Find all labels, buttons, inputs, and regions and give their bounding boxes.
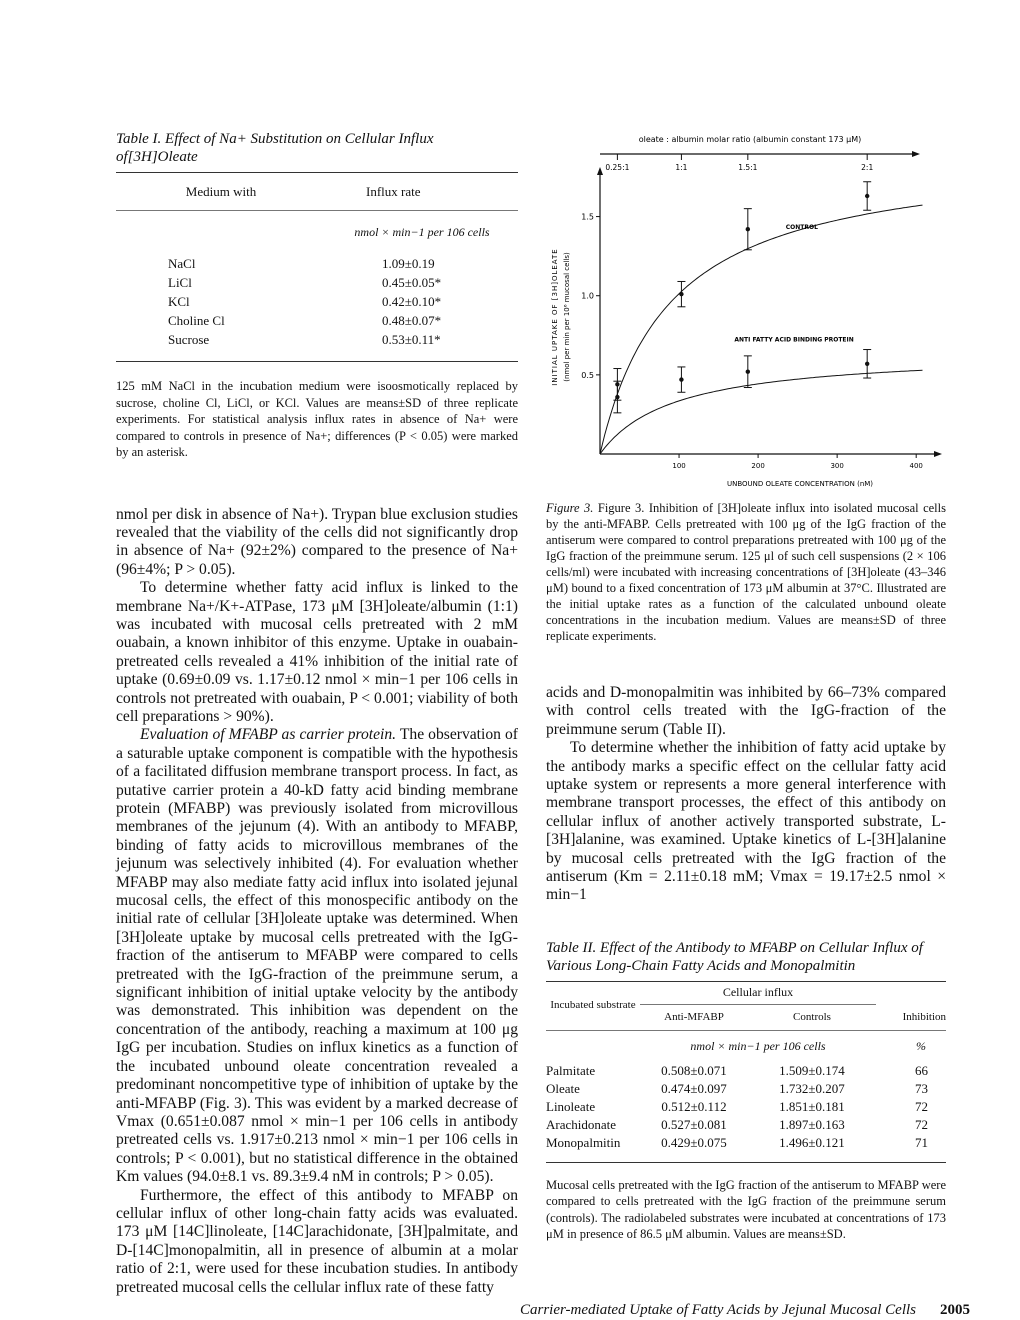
paragraph: To determine whether fatty acid influx is linked to the membrane Na+/K+-ATPase, 173 μM [3H]oleate/albumin (1:1) was incubated with mucosal cells pretreated with 2 mM ouabain, a known inhibitor of this enzyme. Uptake in ouabain-pretreated cells revealed a 41% inhibition of the initial rate of uptake (0.69±0.09 vs. 1.17±0.12 nmol × min−1 per 106 cells in controls not pretreated with ouabain, P < 0.001; viability of both cell preparations > 90%). — [116, 579, 518, 725]
anti-mfabp-data-point — [615, 395, 619, 399]
table1-row — [116, 274, 518, 293]
table1-col-influx: Influx rate — [366, 183, 421, 199]
table2-note: Mucosal cells pretreated with the IgG fraction of the antiserum to MFABP were compared to cells pretreated with the IgG fraction of the preimmune serum (controls). The radiolabeled substrates were incubated at concentrations of 173 μM in presence of 86.5 μM albumin. Values are means±SD. — [546, 1177, 946, 1242]
figure-3-chart — [540, 132, 950, 492]
table1-rate: 0.48±0.07* — [382, 313, 442, 328]
right-body-text — [546, 684, 946, 905]
table2-inhibition: 72 — [915, 1099, 928, 1115]
control-data-point — [865, 194, 869, 198]
running-title: Carrier-mediated Uptake of Fatty Acids by Jejunal Mucosal Cells — [520, 1302, 917, 1318]
table1-row — [116, 293, 518, 312]
x-tick-label: 300 — [830, 462, 844, 470]
table1-medium: NaCl — [168, 256, 196, 271]
table1-rate: 0.53±0.11* — [382, 332, 441, 347]
table1-row — [116, 312, 518, 331]
table1-medium: Choline Cl — [168, 313, 225, 328]
table1-medium: LiCl — [168, 275, 192, 290]
y-axis-arrow — [597, 167, 603, 175]
page-number: 2005 — [940, 1302, 971, 1318]
table2-substrate: Monopalmitin — [546, 1135, 621, 1151]
fig-top-label: oleate : albumin molar ratio (albumin constant 173 μM) — [638, 135, 862, 144]
table2-inhibition: 72 — [915, 1117, 928, 1133]
figure-3-caption: Figure 3. Figure 3. Inhibition of [3H]oleate influx into isolated mucosal cells by the anti-MFABP. Cells pretreated with 100 μg of the IgG fraction of the antiserum were compared to control preparations pretreated with 100 μg of the IgG fraction of the preimmune serum. 125 μl of such cell suspensions (2 × 106 cells/ml) were incubated with increasing concentrations of [3H]oleate (43–346 μM) bound to a fixed concentration of 173 μM albumin at 37°C. Illustrated are the initial uptake rates as a function of the calculated unbound oleate concentrations in the incubation medium. Values are means±SD of three replicate experiments. — [546, 501, 946, 643]
top-tick-label: 1.5:1 — [738, 163, 758, 172]
paragraph: acids and D-monopalmitin was inhibited by 66–73% compared with control cells treated with the IgG-fraction of the preimmune serum (Table II). — [546, 684, 946, 738]
table2-anti: 0.429±0.075 — [661, 1135, 727, 1151]
table2-col-controls: Controls — [793, 1011, 831, 1024]
table2 — [546, 981, 946, 1163]
table2-anti: 0.474±0.097 — [661, 1081, 727, 1097]
table1 — [116, 172, 518, 362]
table2-caption: Table II. Effect of the Antibody to MFABP on Cellular Influx of Various Long-Chain Fatty Acids and Monopalmitin — [546, 939, 923, 974]
table1-row — [116, 255, 518, 274]
x-axis-arrow — [934, 451, 942, 457]
table1-medium: KCl — [168, 294, 190, 309]
control-data-point — [679, 292, 683, 296]
control-series-label: CONTROL — [785, 224, 818, 232]
table2-row — [546, 1098, 946, 1116]
table2-inhibition: 71 — [915, 1135, 928, 1151]
y-tick-label: 1.0 — [581, 291, 594, 301]
table1-col-medium: Medium with — [185, 183, 257, 199]
table2-ctrl: 1.509±0.174 — [779, 1063, 845, 1079]
table2-col-inhibition: Inhibition — [902, 1011, 946, 1024]
table1-caption: Table I. Effect of Na+ Substitution on Cellular Influx of[3H]Oleate — [116, 131, 434, 165]
table1-note: 125 mM NaCl in the incubation medium were isoosmotically replaced by sucrose, choline Cl, LiCl, or KCl. Values are means±SD of three replicate experiments. For statistical analysis influx rates in absence of Na+ were compared to controls in presence of Na+; differences (P < 0.05) were marked by an asterisk. — [116, 379, 518, 459]
x-axis-label: UNBOUND OLEATE CONCENTRATION (nM) — [726, 480, 874, 488]
running-footer — [520, 1302, 971, 1319]
table1-rate: 0.45±0.05* — [382, 275, 442, 290]
section-heading: Evaluation of MFABP as carrier protein. — [140, 726, 397, 744]
top-tick-label: 0.25:1 — [605, 163, 630, 172]
data-layer — [600, 182, 923, 454]
table1-rate: 1.09±0.19 — [382, 256, 435, 271]
table2-row — [546, 1116, 946, 1134]
table2-anti: 0.508±0.071 — [661, 1063, 727, 1079]
table2-substrate: Palmitate — [546, 1063, 596, 1079]
table2-row — [546, 1080, 946, 1098]
top-axis-arrow — [912, 151, 920, 157]
right-column — [546, 500, 946, 1243]
anti-mfabp-series-label: ANTI FATTY ACID BINDING PROTEIN — [734, 336, 854, 344]
table2-ctrl: 1.496±0.121 — [779, 1135, 845, 1151]
anti-mfabp-fit-curve — [600, 370, 923, 454]
table2-row — [546, 1062, 946, 1080]
figure-label: Figure 3. — [546, 501, 594, 515]
y-tick-label: 1.5 — [581, 212, 594, 222]
top-axis — [600, 151, 920, 172]
table2-inhibition: 66 — [915, 1063, 928, 1079]
paragraph: nmol per disk in absence of Na+). Trypan blue exclusion studies revealed that the viability of the cells did not significantly drop in absence of Na+ (92±2%) compared to the presence of Na+ (96±4%; P > 0.05). — [116, 505, 518, 578]
table2-row — [546, 1134, 946, 1152]
table2-substrate: Oleate — [546, 1081, 580, 1097]
top-tick-label: 1:1 — [675, 163, 688, 172]
table2-anti: 0.527±0.081 — [661, 1117, 727, 1133]
axes — [581, 167, 942, 470]
y-axis-label-2: (nmol per min per 10⁶ mucosal cells) — [563, 252, 571, 382]
x-tick-label: 200 — [751, 462, 765, 470]
control-fit-curve — [600, 205, 923, 454]
table2-header-group: Cellular influx — [640, 981, 876, 1004]
x-tick-label: 100 — [672, 462, 686, 470]
table2-inhibition: 73 — [915, 1081, 928, 1097]
table1-row — [116, 331, 518, 350]
y-tick-label: 0.5 — [581, 370, 594, 380]
table2-unit-pct: % — [916, 1039, 926, 1054]
anti-mfabp-data-point — [865, 362, 869, 366]
table2-anti: 0.512±0.112 — [661, 1099, 727, 1115]
table2-unit: nmol × min−1 per 106 cells — [690, 1039, 826, 1054]
paragraph: To determine whether the inhibition of fatty acid uptake by the antibody marks a specific effect on the cellular fatty acid uptake system or represents a more general interference with membrane transport processes, the effect of this antibody on cellular influx of another actively transported substrate, L-[3H]alanine, was examined. Uptake kinetics of L-[3H]alanine by mucosal cells pretreated with the IgG fraction of the antiserum (Km = 2.11±0.18 mM; Vmax = 19.17±2.5 nmol × min−1 — [546, 739, 946, 904]
table2-ctrl: 1.897±0.163 — [779, 1117, 845, 1133]
anti-mfabp-data-point — [679, 377, 683, 381]
table2-col-anti: Anti-MFABP — [664, 1011, 724, 1024]
left-body-text — [116, 506, 518, 1297]
table1-unit: nmol × min−1 per 106 cells — [354, 225, 490, 240]
control-data-point — [746, 227, 750, 231]
table2-substrate: Arachidonate — [546, 1117, 617, 1133]
table1-rate: 0.42±0.10* — [382, 294, 442, 309]
paragraph: Furthermore, the effect of this antibody to MFABP on cellular influx of other long-chain fatty acids was evaluated. 173 μM [14C]linoleate, [14C]arachidonate, [3H]palmitate, and D-[14C]monopalmitin, all in presence of albumin at a molar ratio of 2:1, were used for these incubation studies. In antibody pretreated mucosal cells the cellular influx rate of these fatty — [116, 1186, 518, 1296]
table2-col-substrate: Incubated substrate — [550, 999, 636, 1012]
left-column — [116, 130, 518, 1297]
x-tick-label: 400 — [909, 462, 923, 470]
anti-mfabp-data-point — [746, 369, 750, 373]
table2-ctrl: 1.851±0.181 — [779, 1099, 845, 1115]
y-axis-label-1: INITIAL UPTAKE OF [3H]OLEATE — [551, 248, 559, 386]
table1-medium: Sucrose — [168, 332, 210, 347]
top-tick-label: 2:1 — [861, 163, 874, 172]
table2-ctrl: 1.732±0.207 — [779, 1081, 845, 1097]
table2-substrate: Linoleate — [546, 1099, 596, 1115]
paragraph: Evaluation of MFABP as carrier protein. The observation of a saturable uptake component is compatible with the hypothesis of a facilitated diffusion membrane transport process. In fact, as putative carrier protein a 40-kD fatty acid binding membrane protein (MFABP) was previously isolated from microvillous membranes of the jejunum (4). With an antibody to MFABP, binding of fatty acids to microvillous membranes of the jejunum was selectively inhibited (4). For evaluation whether MFABP may also mediate fatty acid influx into isolated jejunal mucosal cells, the effect of this monospecific antibody on the initial rate of cellular [3H]oleate uptake was determined. When [3H]oleate uptake by mucosal cells pretreated with the IgG-fraction of the antiserum to MFABP were compared to cells pretreated with the IgG-fraction of the preimmune serum, a significant inhibition of initial uptake velocity by the antibody was demonstrated. This inhibition was dependent on the concentration of the antibody, reaching a maximum at 100 μg IgG per incubation. Studies on influx kinetics as a function of the incubated unbound oleate concentration revealed a predominant noncompetitive type of inhibition of uptake by the anti-MFABP (Fig. 3). This was evident by a marked decrease of Vmax (0.651±0.087 nmol × min−1 per 106 cells in antibody pretreated cells vs. 1.917±0.213 nmol × min−1 per 106 cells in controls; P < 0.001), but no statistical difference in the obtained Km values (94.0±8.1 vs. 89.3±9.4 nM in controls; P > 0.05). — [116, 726, 518, 1186]
